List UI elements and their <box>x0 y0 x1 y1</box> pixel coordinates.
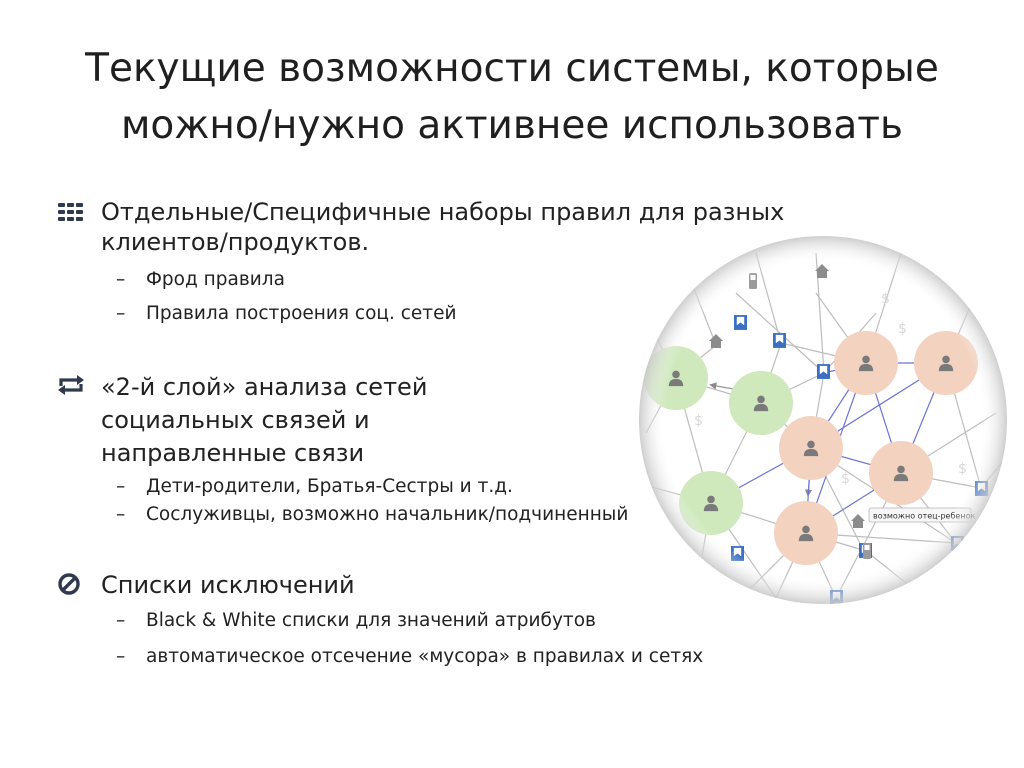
subitem-text: Сослуживцы, возможно начальник/подчиненный <box>146 504 629 525</box>
subitem-text: Фрод правила <box>146 269 285 290</box>
social-network-graph <box>636 233 1010 607</box>
no-entry-icon <box>56 572 86 596</box>
section-2-line-2: социальных связей и <box>101 406 370 434</box>
section-1-line-2: клиентов/продуктов. <box>101 228 370 256</box>
dash: – <box>116 646 126 667</box>
title-line-1: Текущие возможности системы, которые <box>85 46 939 91</box>
dash: – <box>116 610 126 631</box>
section-1-subitem-2 <box>116 302 456 326</box>
dash: – <box>116 504 126 525</box>
slide-title <box>0 40 1024 154</box>
section-2-line-1: «2-й слой» анализа сетей <box>101 373 428 401</box>
subitem-text: Правила построения соц. сетей <box>146 303 457 324</box>
dash: – <box>116 303 126 324</box>
subitem-text: автоматическое отсечение «мусора» в правилах и сетях <box>146 646 704 667</box>
subitem-text: Black & White списки для значений атрибутов <box>146 610 596 631</box>
section-3-subitem-1 <box>116 609 596 633</box>
section-2-line-3: направленные связи <box>101 439 365 467</box>
section-1-subitem-1 <box>116 268 285 292</box>
dash: – <box>116 476 126 497</box>
grid-icon <box>56 200 86 224</box>
title-line-2: можно/нужно активнее использовать <box>120 103 904 148</box>
section-2-subitem-1 <box>116 475 513 499</box>
section-3-line-1: Списки исключений <box>101 571 355 599</box>
section-2-subitem-2 <box>116 503 628 527</box>
dash: – <box>116 269 126 290</box>
section-3-subitem-2 <box>116 645 703 669</box>
subitem-text: Дети-родители, Братья-Сестры и т.д. <box>146 476 513 497</box>
section-1-line-1: Отдельные/Специфичные наборы правил для разных <box>101 198 785 226</box>
lens-rim <box>639 236 1007 604</box>
repeat-arrows-icon <box>56 373 86 397</box>
